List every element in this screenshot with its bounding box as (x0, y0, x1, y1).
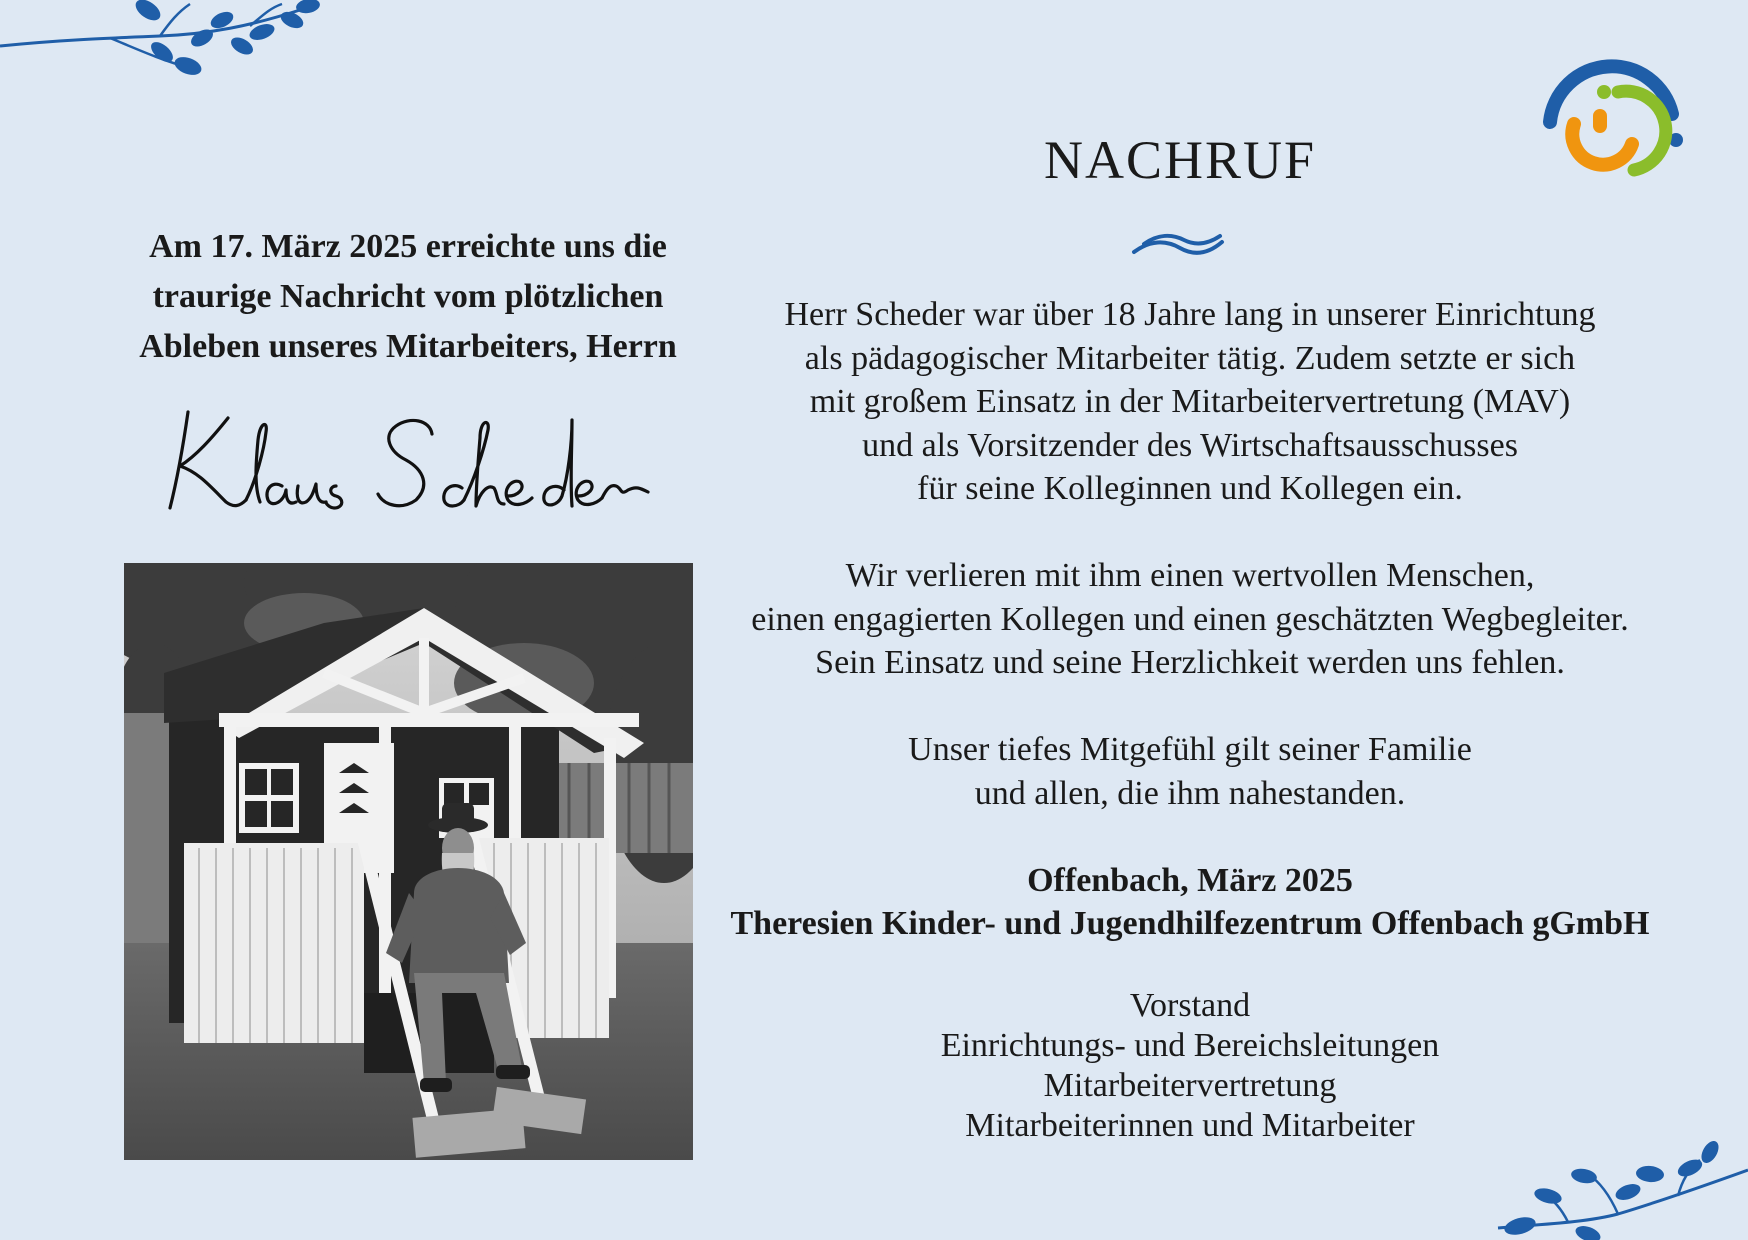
organization-name: Theresien Kinder- und Jugendhilfezentrum Offenbach gGmbH (730, 905, 1650, 942)
sender-line: Einrichtungs- und Bereichsleitungen (940, 1026, 1440, 1064)
page-title: NACHRUF (1043, 130, 1317, 190)
intro-line: Ableben unseres Mitarbeiters, Herrn (139, 328, 677, 365)
text-line: für seine Kolleginnen und Kollegen ein. (917, 470, 1463, 507)
text-line: einen engagierten Kollegen und einen geschätzten Wegbegleiter. (751, 600, 1629, 638)
signoff (700, 859, 1680, 946)
name-signature (140, 390, 680, 530)
paragraph-condolences (700, 728, 1680, 815)
text-line: und als Vorsitzender des Wirtschaftsausschusses (862, 426, 1518, 464)
paragraph-tenure (700, 293, 1680, 511)
text-line: Sein Einsatz und seine Herzlichkeit werden uns fehlen. (815, 644, 1565, 681)
obituary-body (700, 293, 1680, 1146)
place-date: Offenbach, März 2025 (1027, 861, 1353, 899)
wave-ornament-icon (1130, 230, 1226, 260)
text-line: Wir verlieren mit ihm einen wertvollen Menschen, (845, 557, 1535, 594)
organization-logo-icon (1530, 52, 1690, 202)
intro-line: Am 17. März 2025 erreichte uns die (149, 228, 667, 265)
memorial-photo (124, 563, 693, 1160)
sender-line: Mitarbeitervertretung (1043, 1066, 1337, 1104)
branch-decoration-bottom (1478, 1130, 1748, 1240)
intro-line: traurige Nachricht vom plötzlichen (152, 278, 664, 315)
text-line: als pädagogischer Mitarbeiter tätig. Zudem setzte er sich (804, 339, 1576, 377)
text-line: Herr Scheder war über 18 Jahre lang in unserer Einrichtung (784, 296, 1596, 333)
intro-text (108, 222, 708, 372)
text-line: Unser tiefes Mitgefühl gilt seiner Familie (908, 731, 1472, 768)
text-line: mit großem Einsatz in der Mitarbeitervertretung (MAV) (809, 383, 1571, 420)
sender-line: Mitarbeiterinnen und Mitarbeiter (965, 1106, 1415, 1144)
text-line: und allen, die ihm nahestanden. (974, 774, 1406, 812)
senders-list (700, 986, 1680, 1146)
sender-line: Vorstand (1129, 986, 1251, 1024)
paragraph-loss (700, 554, 1680, 685)
branch-decoration-top (0, 0, 340, 85)
